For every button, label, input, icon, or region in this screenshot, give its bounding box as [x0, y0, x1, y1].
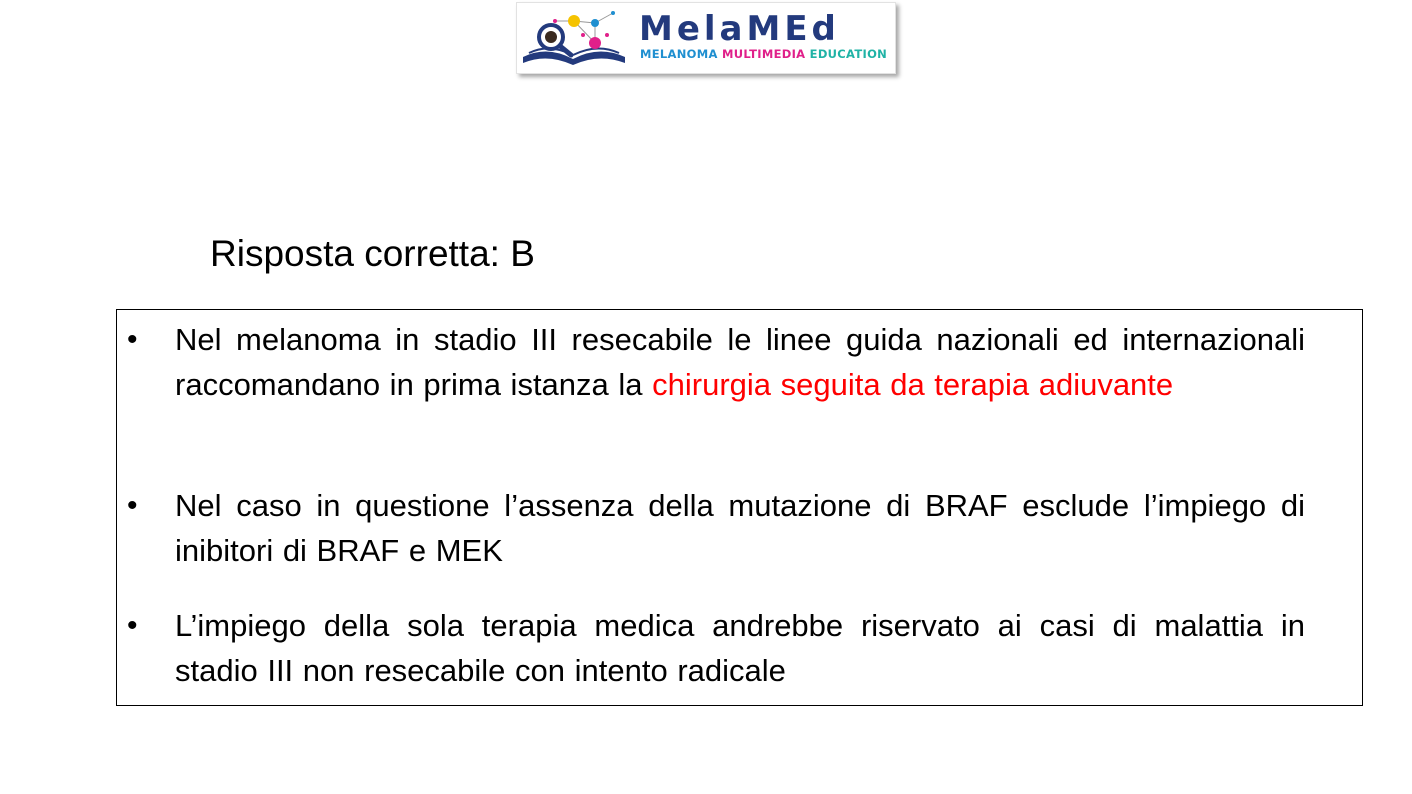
logo-title: MelaMEd: [639, 9, 840, 49]
bullet-text: L’impiego della sola terapia medica andrebbe riservato ai casi di malattia in stadio III non resecabile con intento radicale: [175, 608, 1305, 688]
logo-subtitle-part1: MELANOMA: [640, 47, 718, 61]
logo-subtitle-part3: EDUCATION: [809, 47, 888, 61]
bullet-text-plain: Nel melanoma in stadio III resecabile le linee guida nazionali ed internazionali raccomandano in prima istanza la: [175, 322, 1305, 402]
logo-subtitle: [640, 47, 887, 61]
explanation-box: [116, 309, 1363, 706]
logo-subtitle-part2: MULTIMEDIA: [722, 47, 806, 61]
bullet-text-highlight: chirurgia seguita da terapia adiuvante: [652, 366, 1174, 402]
bullet-text: Nel caso in questione l’assenza della mutazione di BRAF esclude l’impiego di inibitori di BRAF e MEK: [175, 488, 1305, 568]
answer-title: Risposta corretta: B: [210, 233, 535, 274]
book-magnifier-icon: [519, 7, 631, 69]
bullet-text: [175, 318, 1305, 407]
bullet-marker: •: [127, 489, 138, 522]
bullet-marker: •: [127, 609, 138, 642]
bullet-marker: •: [127, 323, 138, 356]
melamed-logo: [516, 2, 896, 74]
